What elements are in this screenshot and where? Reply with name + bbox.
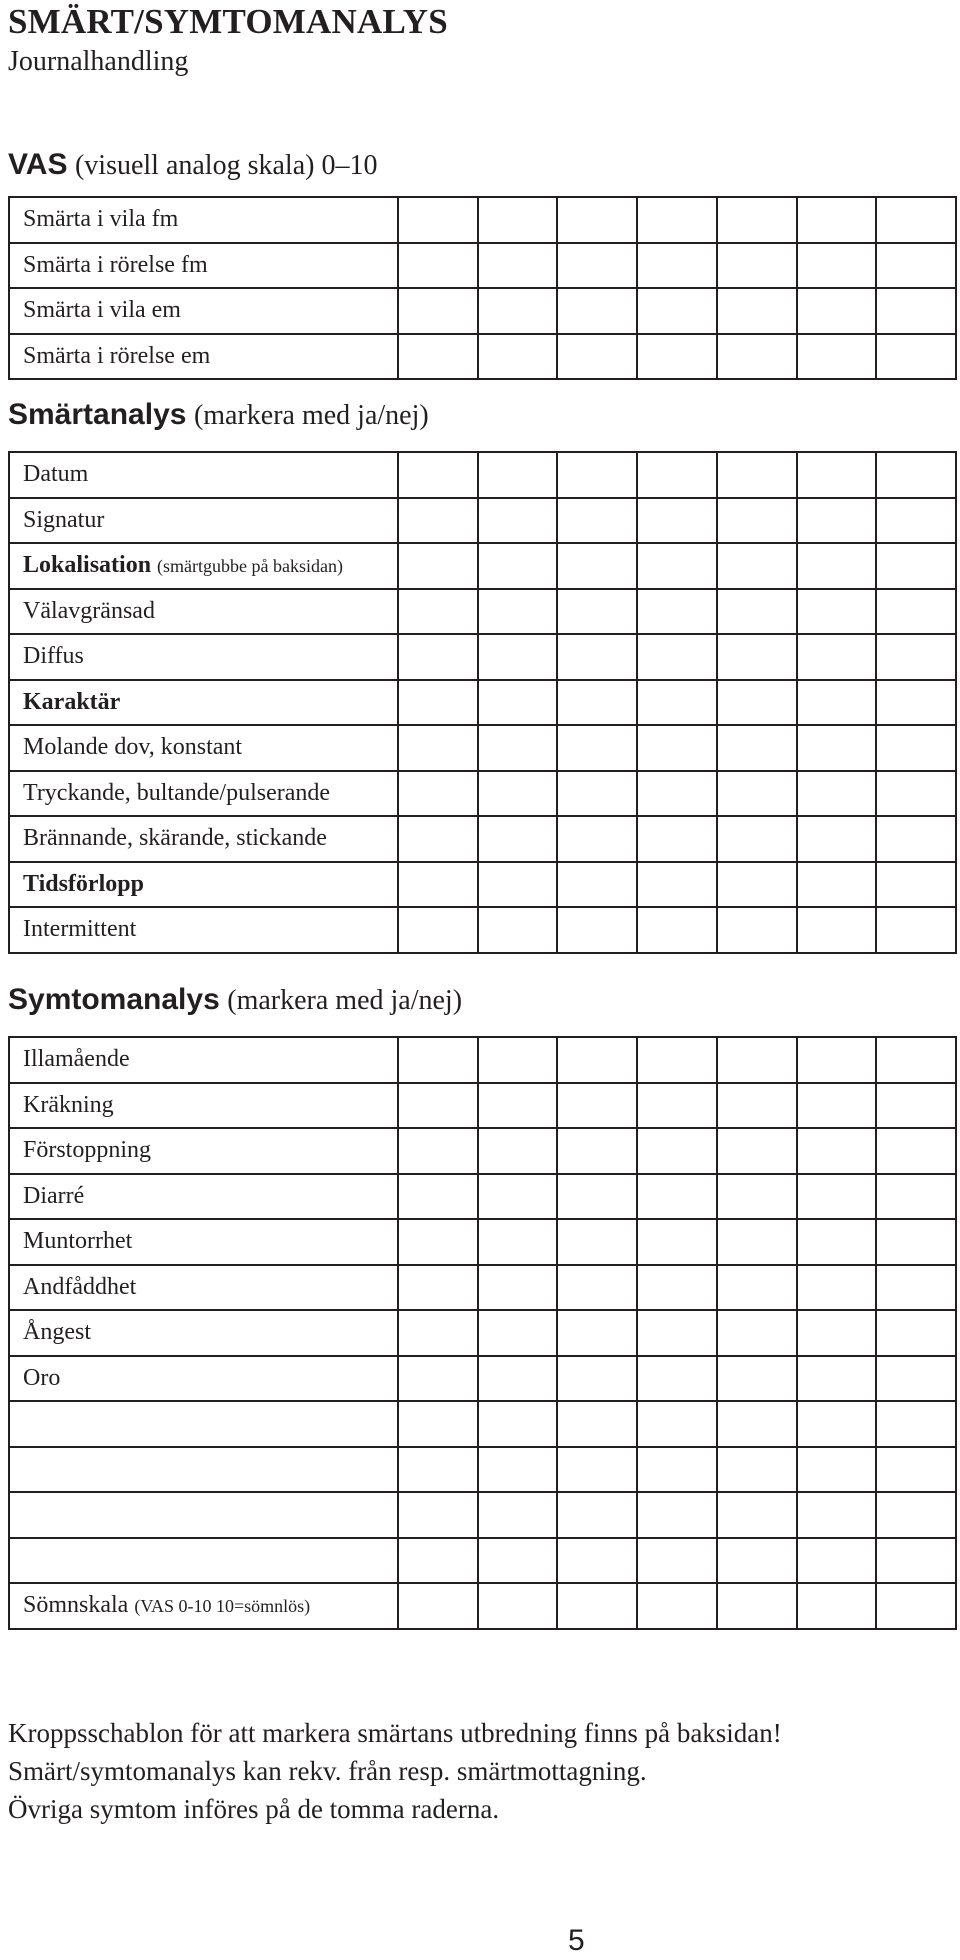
table-row <box>9 1583 956 1629</box>
entry-cell[interactable] <box>797 725 877 771</box>
entry-cell[interactable] <box>876 543 956 589</box>
entry-cell[interactable] <box>797 498 877 544</box>
entry-cell[interactable] <box>876 1447 956 1493</box>
table-row <box>9 197 956 243</box>
vas-heading-note: (visuell analog skala) 0–10 <box>74 150 378 181</box>
entry-cell[interactable] <box>398 1310 478 1356</box>
entry-cell[interactable] <box>797 1447 877 1493</box>
entry-cell[interactable] <box>637 725 717 771</box>
entry-cell[interactable] <box>398 634 478 680</box>
entry-cell[interactable] <box>398 452 478 498</box>
row-label <box>9 862 398 908</box>
entry-cell[interactable] <box>637 243 717 289</box>
table-row <box>9 543 956 589</box>
row-label-text: Lokalisation <box>23 552 152 579</box>
entry-cell[interactable] <box>478 1583 558 1629</box>
entry-cell[interactable] <box>557 1083 637 1129</box>
entry-cell[interactable] <box>557 1219 637 1265</box>
entry-cell[interactable] <box>717 1083 797 1129</box>
entry-cell[interactable] <box>557 634 637 680</box>
entry-cell[interactable] <box>398 1356 478 1402</box>
table-row <box>9 862 956 908</box>
entry-cell[interactable] <box>876 452 956 498</box>
entry-cell[interactable] <box>637 1219 717 1265</box>
entry-cell[interactable] <box>478 197 558 243</box>
entry-cell[interactable] <box>398 1083 478 1129</box>
entry-cell[interactable] <box>717 543 797 589</box>
entry-cell[interactable] <box>717 907 797 953</box>
entry-cell[interactable] <box>876 1037 956 1083</box>
entry-cell[interactable] <box>637 1538 717 1584</box>
symtomanalys-heading-note: (markera med ja/nej) <box>227 985 463 1016</box>
entry-cell[interactable] <box>478 634 558 680</box>
entry-cell[interactable] <box>717 680 797 726</box>
entry-cell[interactable] <box>876 771 956 817</box>
row-label <box>9 1492 398 1538</box>
row-label-text: Sömnskala <box>23 1592 129 1619</box>
entry-cell[interactable] <box>557 680 637 726</box>
table-row <box>9 907 956 953</box>
entry-cell[interactable] <box>557 452 637 498</box>
vas-heading-title: VAS <box>8 148 68 181</box>
entry-cell[interactable] <box>717 816 797 862</box>
entry-cell[interactable] <box>876 1401 956 1447</box>
entry-cell[interactable] <box>876 680 956 726</box>
table-row <box>9 1128 956 1174</box>
entry-cell[interactable] <box>637 634 717 680</box>
entry-cell[interactable] <box>398 1174 478 1220</box>
entry-cell[interactable] <box>557 771 637 817</box>
entry-cell[interactable] <box>557 725 637 771</box>
row-label <box>9 1310 398 1356</box>
row-label-note: (VAS 0-10 10=sömnlös) <box>134 1596 311 1617</box>
entry-cell[interactable] <box>797 543 877 589</box>
entry-cell[interactable] <box>478 725 558 771</box>
row-label <box>9 243 398 289</box>
row-label-text: Välavgränsad <box>23 597 155 624</box>
entry-cell[interactable] <box>797 589 877 635</box>
table-row <box>9 1447 956 1493</box>
row-label <box>9 498 398 544</box>
row-label <box>9 1401 398 1447</box>
row-label <box>9 1128 398 1174</box>
entry-cell[interactable] <box>398 288 478 334</box>
entry-cell[interactable] <box>876 1219 956 1265</box>
entry-cell[interactable] <box>398 680 478 726</box>
entry-cell[interactable] <box>557 197 637 243</box>
entry-cell[interactable] <box>717 334 797 380</box>
row-label <box>9 680 398 726</box>
entry-cell[interactable] <box>637 1037 717 1083</box>
entry-cell[interactable] <box>797 1128 877 1174</box>
symtomanalys-heading-title: Symtomanalys <box>8 983 220 1016</box>
row-label-text: Diarré <box>23 1182 85 1209</box>
entry-cell[interactable] <box>876 1128 956 1174</box>
entry-cell[interactable] <box>637 907 717 953</box>
entry-cell[interactable] <box>557 1492 637 1538</box>
row-label-text: Smärta i rörelse fm <box>23 251 208 278</box>
page-title: SMÄRT/SYMTOMANALYS <box>8 2 448 41</box>
entry-cell[interactable] <box>717 243 797 289</box>
entry-cell[interactable] <box>637 1083 717 1129</box>
entry-cell[interactable] <box>797 1583 877 1629</box>
row-label-note: (smärtgubbe på baksidan) <box>157 556 343 577</box>
entry-cell[interactable] <box>717 589 797 635</box>
entry-cell[interactable] <box>637 680 717 726</box>
row-label <box>9 589 398 635</box>
entry-cell[interactable] <box>797 680 877 726</box>
row-label-text: Andfåddhet <box>23 1273 137 1300</box>
footer-line-3: Övriga symtom införes på de tomma raderna. <box>8 1794 500 1824</box>
row-label <box>9 1356 398 1402</box>
entry-cell[interactable] <box>797 816 877 862</box>
entry-cell[interactable] <box>557 243 637 289</box>
row-label-text: Brännande, skärande, stickande <box>23 825 327 852</box>
row-label <box>9 452 398 498</box>
entry-cell[interactable] <box>478 1356 558 1402</box>
entry-cell[interactable] <box>637 1310 717 1356</box>
entry-cell[interactable] <box>876 1492 956 1538</box>
table-row <box>9 1356 956 1402</box>
entry-cell[interactable] <box>557 816 637 862</box>
entry-cell[interactable] <box>398 816 478 862</box>
row-label-text: Signatur <box>23 506 105 533</box>
entry-cell[interactable] <box>557 1356 637 1402</box>
entry-cell[interactable] <box>637 543 717 589</box>
entry-cell[interactable] <box>797 634 877 680</box>
entry-cell[interactable] <box>876 288 956 334</box>
entry-cell[interactable] <box>398 1447 478 1493</box>
row-label <box>9 543 398 589</box>
entry-cell[interactable] <box>557 1583 637 1629</box>
entry-cell[interactable] <box>717 1356 797 1402</box>
row-label <box>9 634 398 680</box>
entry-cell[interactable] <box>637 862 717 908</box>
row-label <box>9 907 398 953</box>
entry-cell[interactable] <box>876 1174 956 1220</box>
table-row <box>9 725 956 771</box>
entry-cell[interactable] <box>637 452 717 498</box>
entry-cell[interactable] <box>398 1219 478 1265</box>
entry-cell[interactable] <box>717 1447 797 1493</box>
table-row <box>9 816 956 862</box>
row-label <box>9 1583 398 1629</box>
entry-cell[interactable] <box>398 498 478 544</box>
entry-cell[interactable] <box>398 334 478 380</box>
entry-cell[interactable] <box>797 1356 877 1402</box>
table-row <box>9 243 956 289</box>
entry-cell[interactable] <box>557 1128 637 1174</box>
entry-cell[interactable] <box>637 498 717 544</box>
entry-cell[interactable] <box>717 1174 797 1220</box>
row-label <box>9 1174 398 1220</box>
row-label-text: Muntorrhet <box>23 1228 133 1255</box>
table-row <box>9 1037 956 1083</box>
entry-cell[interactable] <box>797 1492 877 1538</box>
table-row <box>9 1492 956 1538</box>
entry-cell[interactable] <box>717 1037 797 1083</box>
entry-cell[interactable] <box>478 1492 558 1538</box>
row-label <box>9 1037 398 1083</box>
row-label-text: Smärta i rörelse em <box>23 342 211 369</box>
row-label <box>9 725 398 771</box>
row-label-text: Smärta i vila em <box>23 297 181 324</box>
entry-cell[interactable] <box>398 1128 478 1174</box>
symtomanalys-heading <box>8 983 462 1017</box>
entry-cell[interactable] <box>478 243 558 289</box>
entry-cell[interactable] <box>717 1401 797 1447</box>
entry-cell[interactable] <box>876 1538 956 1584</box>
table-row <box>9 771 956 817</box>
entry-cell[interactable] <box>398 1538 478 1584</box>
entry-cell[interactable] <box>797 1265 877 1311</box>
entry-cell[interactable] <box>557 1174 637 1220</box>
entry-cell[interactable] <box>797 334 877 380</box>
entry-cell[interactable] <box>797 1310 877 1356</box>
entry-cell[interactable] <box>717 771 797 817</box>
entry-cell[interactable] <box>557 907 637 953</box>
entry-cell[interactable] <box>557 1401 637 1447</box>
entry-cell[interactable] <box>478 1447 558 1493</box>
entry-cell[interactable] <box>478 1310 558 1356</box>
entry-cell[interactable] <box>557 589 637 635</box>
entry-cell[interactable] <box>876 1583 956 1629</box>
smartanalys-table <box>8 451 957 954</box>
entry-cell[interactable] <box>478 1083 558 1129</box>
row-label-text: Datum <box>23 461 89 488</box>
entry-cell[interactable] <box>876 243 956 289</box>
entry-cell[interactable] <box>478 771 558 817</box>
row-label-text: Intermittent <box>23 916 137 943</box>
table-row <box>9 1174 956 1220</box>
row-label-text: Tryckande, bultande/pulserande <box>23 779 331 806</box>
entry-cell[interactable] <box>478 543 558 589</box>
table-row <box>9 680 956 726</box>
vas-heading <box>8 148 377 182</box>
entry-cell[interactable] <box>557 334 637 380</box>
entry-cell[interactable] <box>557 1538 637 1584</box>
page-number: 5 <box>568 1924 585 1957</box>
entry-cell[interactable] <box>717 1492 797 1538</box>
entry-cell[interactable] <box>637 1401 717 1447</box>
row-label-text: Kräkning <box>23 1091 114 1118</box>
entry-cell[interactable] <box>478 680 558 726</box>
row-label <box>9 1083 398 1129</box>
entry-cell[interactable] <box>637 1447 717 1493</box>
table-row <box>9 634 956 680</box>
entry-cell[interactable] <box>478 1174 558 1220</box>
entry-cell[interactable] <box>797 1037 877 1083</box>
table-row <box>9 498 956 544</box>
entry-cell[interactable] <box>398 1401 478 1447</box>
table-row <box>9 288 956 334</box>
entry-cell[interactable] <box>876 816 956 862</box>
entry-cell[interactable] <box>876 334 956 380</box>
entry-cell[interactable] <box>717 725 797 771</box>
entry-cell[interactable] <box>717 452 797 498</box>
row-label <box>9 771 398 817</box>
entry-cell[interactable] <box>876 1356 956 1402</box>
table-row <box>9 1538 956 1584</box>
symtomanalys-table <box>8 1036 957 1630</box>
entry-cell[interactable] <box>557 543 637 589</box>
entry-cell[interactable] <box>717 1219 797 1265</box>
entry-cell[interactable] <box>797 197 877 243</box>
entry-cell[interactable] <box>478 452 558 498</box>
entry-cell[interactable] <box>637 589 717 635</box>
entry-cell[interactable] <box>398 862 478 908</box>
entry-cell[interactable] <box>797 288 877 334</box>
entry-cell[interactable] <box>797 771 877 817</box>
vas-table <box>8 196 957 380</box>
entry-cell[interactable] <box>876 862 956 908</box>
entry-cell[interactable] <box>717 288 797 334</box>
entry-cell[interactable] <box>478 907 558 953</box>
smartanalys-heading <box>8 398 429 432</box>
entry-cell[interactable] <box>557 1037 637 1083</box>
entry-cell[interactable] <box>876 1083 956 1129</box>
footer-line-1: Kroppsschablon för att markera smärtans utbredning finns på baksidan! <box>8 1718 782 1748</box>
entry-cell[interactable] <box>557 1310 637 1356</box>
entry-cell[interactable] <box>478 1538 558 1584</box>
entry-cell[interactable] <box>478 288 558 334</box>
entry-cell[interactable] <box>717 498 797 544</box>
row-label-text: Illamående <box>23 1046 130 1073</box>
table-row <box>9 589 956 635</box>
entry-cell[interactable] <box>398 1492 478 1538</box>
entry-cell[interactable] <box>398 197 478 243</box>
entry-cell[interactable] <box>398 725 478 771</box>
entry-cell[interactable] <box>797 243 877 289</box>
row-label <box>9 334 398 380</box>
table-row <box>9 334 956 380</box>
entry-cell[interactable] <box>717 1128 797 1174</box>
entry-cell[interactable] <box>876 498 956 544</box>
entry-cell[interactable] <box>717 1310 797 1356</box>
entry-cell[interactable] <box>637 1356 717 1402</box>
row-label <box>9 288 398 334</box>
row-label-text: Förstoppning <box>23 1137 152 1164</box>
entry-cell[interactable] <box>557 862 637 908</box>
entry-cell[interactable] <box>876 1310 956 1356</box>
table-row <box>9 1310 956 1356</box>
table-row <box>9 452 956 498</box>
entry-cell[interactable] <box>717 1538 797 1584</box>
entry-cell[interactable] <box>797 1538 877 1584</box>
row-label-text: Molande dov, konstant <box>23 734 243 761</box>
entry-cell[interactable] <box>478 1128 558 1174</box>
row-label-text: Ångest <box>23 1319 91 1346</box>
entry-cell[interactable] <box>398 543 478 589</box>
entry-cell[interactable] <box>557 1447 637 1493</box>
entry-cell[interactable] <box>398 243 478 289</box>
entry-cell[interactable] <box>637 197 717 243</box>
entry-cell[interactable] <box>797 1174 877 1220</box>
entry-cell[interactable] <box>398 1265 478 1311</box>
entry-cell[interactable] <box>637 288 717 334</box>
row-label <box>9 1447 398 1493</box>
footer-line-2: Smärt/symtomanalys kan rekv. från resp. smärtmottagning. <box>8 1756 647 1786</box>
entry-cell[interactable] <box>478 1037 558 1083</box>
entry-cell[interactable] <box>557 1265 637 1311</box>
row-label <box>9 197 398 243</box>
entry-cell[interactable] <box>478 862 558 908</box>
smartanalys-heading-title: Smärtanalys <box>8 398 187 431</box>
entry-cell[interactable] <box>637 1265 717 1311</box>
entry-cell[interactable] <box>717 634 797 680</box>
entry-cell[interactable] <box>478 334 558 380</box>
entry-cell[interactable] <box>478 1401 558 1447</box>
entry-cell[interactable] <box>637 771 717 817</box>
entry-cell[interactable] <box>637 1174 717 1220</box>
table-row <box>9 1083 956 1129</box>
row-label-text: Smärta i vila fm <box>23 206 179 233</box>
row-label <box>9 1265 398 1311</box>
smartanalys-heading-note: (markera med ja/nej) <box>193 400 429 431</box>
row-label <box>9 1219 398 1265</box>
row-label-text: Karaktär <box>23 688 121 715</box>
entry-cell[interactable] <box>478 589 558 635</box>
row-label-text: Diffus <box>23 643 84 670</box>
entry-cell[interactable] <box>876 634 956 680</box>
entry-cell[interactable] <box>876 1265 956 1311</box>
entry-cell[interactable] <box>478 1219 558 1265</box>
entry-cell[interactable] <box>557 498 637 544</box>
entry-cell[interactable] <box>398 589 478 635</box>
entry-cell[interactable] <box>398 907 478 953</box>
row-label-text: Oro <box>23 1364 61 1391</box>
entry-cell[interactable] <box>398 1583 478 1629</box>
entry-cell[interactable] <box>797 1401 877 1447</box>
entry-cell[interactable] <box>637 1128 717 1174</box>
entry-cell[interactable] <box>717 197 797 243</box>
entry-cell[interactable] <box>398 1037 478 1083</box>
entry-cell[interactable] <box>797 862 877 908</box>
entry-cell[interactable] <box>637 1492 717 1538</box>
entry-cell[interactable] <box>797 1083 877 1129</box>
entry-cell[interactable] <box>398 771 478 817</box>
entry-cell[interactable] <box>876 589 956 635</box>
table-row <box>9 1401 956 1447</box>
table-row <box>9 1219 956 1265</box>
entry-cell[interactable] <box>797 452 877 498</box>
page-subtitle: Journalhandling <box>8 46 189 77</box>
row-label <box>9 816 398 862</box>
entry-cell[interactable] <box>557 288 637 334</box>
entry-cell[interactable] <box>478 1265 558 1311</box>
entry-cell[interactable] <box>637 816 717 862</box>
entry-cell[interactable] <box>717 862 797 908</box>
entry-cell[interactable] <box>637 1583 717 1629</box>
entry-cell[interactable] <box>637 334 717 380</box>
entry-cell[interactable] <box>876 907 956 953</box>
entry-cell[interactable] <box>478 498 558 544</box>
entry-cell[interactable] <box>717 1583 797 1629</box>
row-label <box>9 1538 398 1584</box>
entry-cell[interactable] <box>797 1219 877 1265</box>
entry-cell[interactable] <box>478 816 558 862</box>
table-row <box>9 1265 956 1311</box>
entry-cell[interactable] <box>797 907 877 953</box>
entry-cell[interactable] <box>876 197 956 243</box>
row-label-text: Tidsförlopp <box>23 870 144 897</box>
entry-cell[interactable] <box>717 1265 797 1311</box>
entry-cell[interactable] <box>876 725 956 771</box>
